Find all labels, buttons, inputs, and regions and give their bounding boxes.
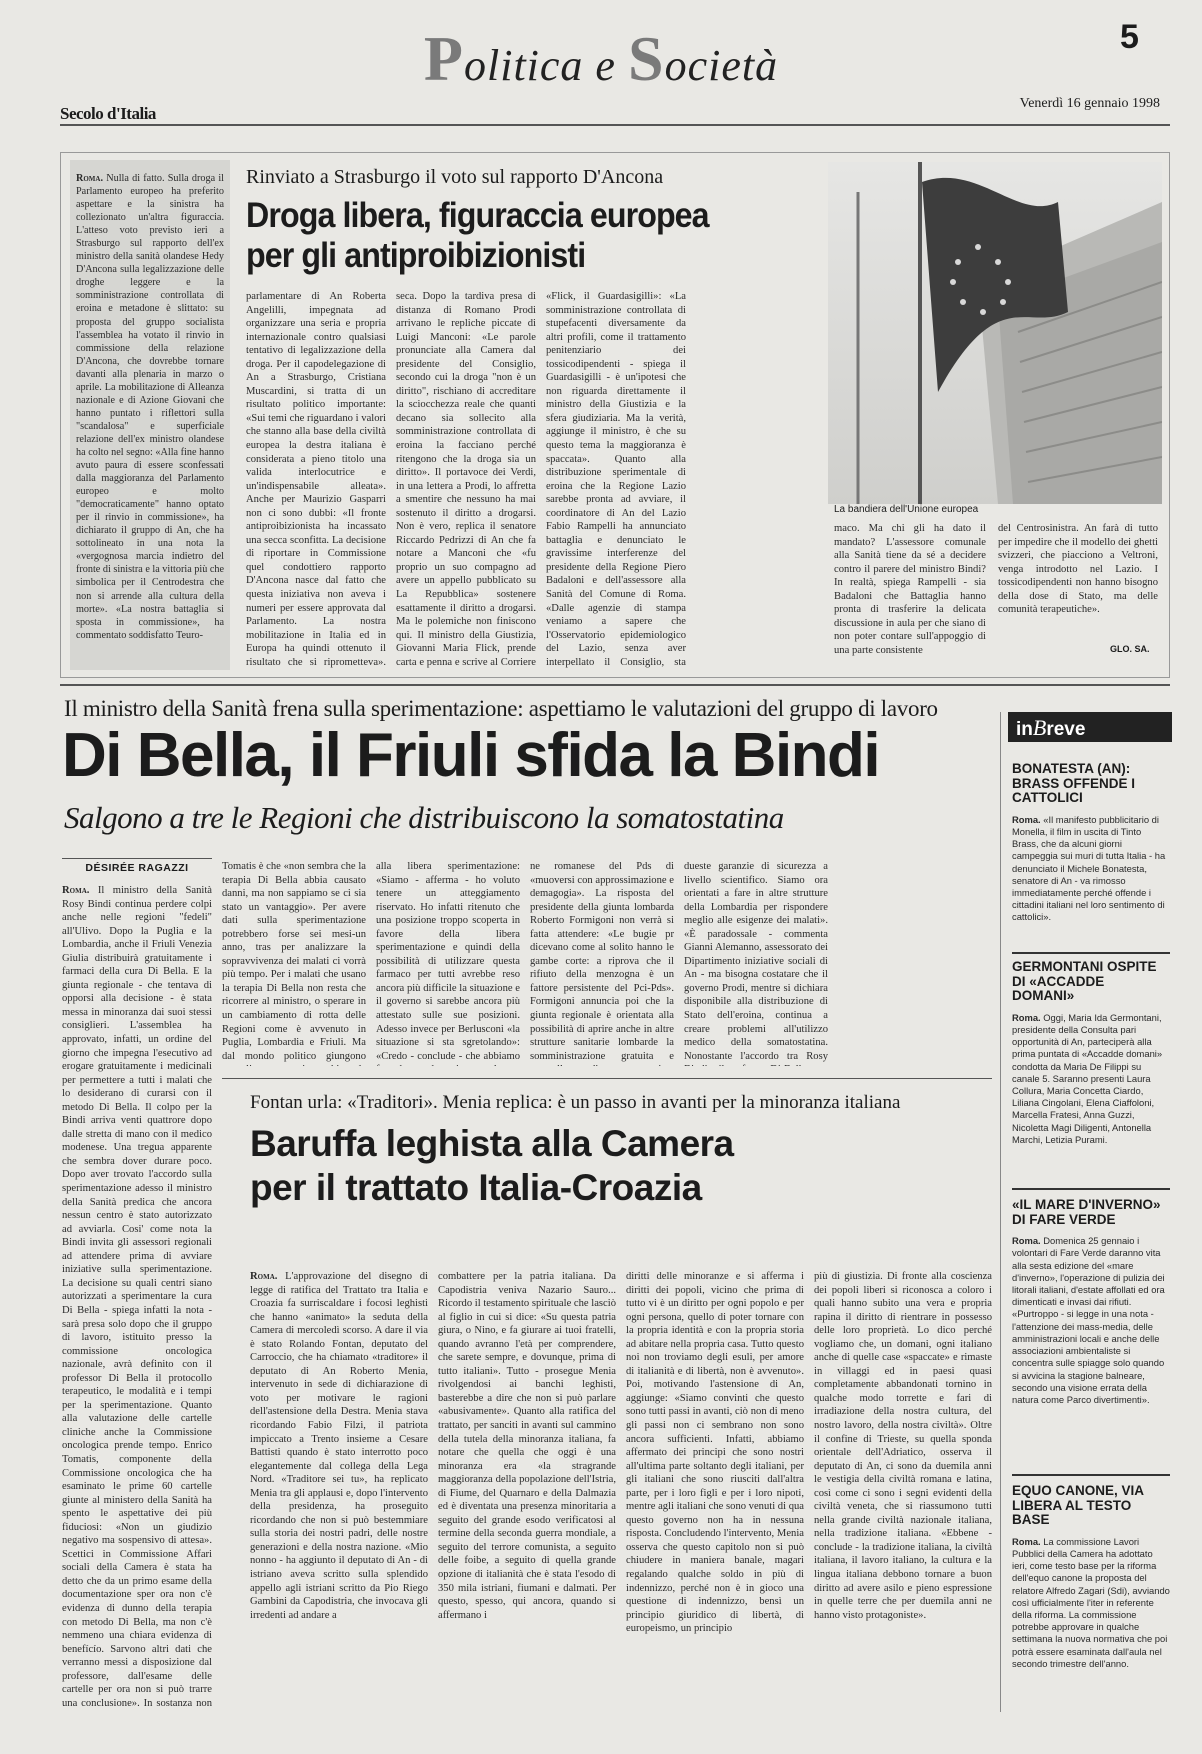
breve-item-2 bbox=[1012, 960, 1170, 1146]
breve-body: La commissione Lavori Pubblici della Camera ha adottato ieri, come testo base per la riforma dell'equo canone la proposta del relatore Alfredo Zagari (Sdi), avviando così ufficialmente l'iter in referente della riforma. La commissione potrebbe approvare in qualche settimana la nuova normativa che poi potrà essere esaminata dall'aula nel secondo trimestre dell'anno. bbox=[1012, 1535, 1170, 1669]
article-3-kicker: Fontan urla: «Traditori». Menia replica: è un passo in avanti per la minoranza italiana bbox=[250, 1092, 901, 1113]
article-2-byline: DÉSIRÉE RAGAZZI bbox=[85, 862, 189, 874]
section-title-initial-s: S bbox=[627, 23, 665, 94]
article-2-kicker: Il ministro della Sanità frena sulla sperimentazione: aspettiamo le valutazioni del gruppo di lavoro bbox=[64, 696, 938, 721]
article-1-signature: GLO. SA. bbox=[1110, 644, 1150, 654]
article-3-column-4: più di giustizia. Di fronte alla coscienza dei popoli liberi si riconosca a coloro i quali hanno subito una vera e propria rapina il diritto di rientrare in possesso delle loro proprietà. Lo dico perché vogliamo che, un domani, ogni italiano anche di quelle case «spaccate» e rimaste in villaggi ed in paesi quasi completamente abbandonati tornino in qualche modo torrette e fari di irradiazione della nostra cultura, del nostro lavoro, della nostra civiltà». Oltre il confine di Trieste, su quella sponda orientale dell'Adriatico, osserva il deputato di An, ci sono da duemila anni le vestigia della civiltà romana e latina, così come ci sono i segni evidenti della civiltà veneta, che si riassumono tutti nella grande civiltà nazionale italiana, nella tradizione italiana. «Ebbene - conclude - la tradizione italiana, la civiltà italiana, il lavoro italiano, la cultura e la lingua italiana debbono tornare a buon diritto ad avere asilo e pieno espressione in quelle terre che per duemila anni ne hanno visto protagoniste». bbox=[814, 1271, 992, 1621]
section-title-part-2: ocietà bbox=[664, 41, 779, 90]
breve-title: GERMONTANI OSPITE DI «ACCADDE DOMANI» bbox=[1012, 959, 1157, 1004]
article-1-column-2: seca. Dopo la tardiva presa di distanza di Romano Prodi arrivano le repliche piccate di Luigi Manconi: «Le parole pronunciate alla Camera dal presidente del Consiglio, secondo cui la droga "non è un diritto", rischiano di accreditare la sciocchezza reale che quanti decano sia sollecito alla somministrazione controllata di eroina la facciano perché ritengono che la droga sia un diritto». Il portavoce dei Verdi, in una lettera a Prodi, lo affretta a smentire che nessuno ha mai sostenuto il diritto a drogarsi. Non è vero, replica il senatore Riccardo Pedrizzi di An che fa notare a Manconi che «fu proprio un suo compagno ad avere un appello pubblicato su La Repubblica» sostenere esattamente il diritto a drogarsi. Ma le polemiche non finiscono qui. Il ministro della Giustizia, Giovanni Maria Flick, prende carta e penna e scrive al Corriere bbox=[396, 291, 536, 668]
logo-b: B bbox=[1032, 715, 1047, 740]
article-2-column-2: Tomatis è che «non sembra che la terapia Di Bella abbia causato danni, ma non sappiamo se ci sia stato un vantaggio». Per avere dati sulla sperimentazione potrebbero forse sei mesi-un anno, tras per analizzare la sopravvivenza dei malati ci vorrà più tempo. Per i malati che usano la terapia Di Bella non resta che ricorrere al ministro, o sperare in un cambiamento di rotta delle Regioni come è avvenuto in Puglia, Lombardia e Friuli. Ma dal mondo politico giungono bbox=[222, 861, 366, 1062]
breve-body: Domenica 25 gennaio i volontari di Fare Verde daranno vita alla sesta edizione del «mare d'inverno», l'operazione di pulizia dei litorali italiani, d'estate affollati ed ora dimenticati e invasi dai rifiuti. «Purtroppo - si legge in una nota - l'attenzione dei mass-media, delle amministrazioni locali e anche delle associazioni ambientaliste si concentra sulle spiagge solo quando si avvicina la stagione balneare, secondo una visione errata della natura come Parco divertimenti». bbox=[1012, 1235, 1165, 1405]
breve-title: EQUO CANONE, VIA LIBERA AL TESTO BASE bbox=[1012, 1483, 1144, 1528]
section-title-part-1: olitica e bbox=[464, 41, 628, 90]
dateline: Roma. bbox=[1012, 813, 1041, 825]
dateline: Roma. bbox=[62, 885, 90, 896]
article-3-column-1 bbox=[250, 1270, 428, 1712]
breve-separator bbox=[1012, 1188, 1170, 1190]
breve-title: BONATESTA (AN): BRASS OFFENDE I CATTOLICI bbox=[1012, 761, 1136, 806]
article-divider bbox=[222, 1078, 992, 1079]
breve-item-3 bbox=[1012, 1198, 1170, 1406]
headline-line-1: Droga libera, figuraccia europea bbox=[246, 196, 709, 235]
article-1-column-1: parlamentare di An Roberta Angelilli, impegnata ad organizzare una seria e propria internazionale contro qualsiasi tentativo di legalizzazione della droga. Per il capodelegazione di An a Strasburgo, Cristiana Muscardini, si tratta di un risultato politico importante: «Sui temi che riguardano i valori che stanno alla base della civiltà europea la destra italiana è considerata a pieno titolo una valida interlocutrice e un'indispensabile alleata». Anche per Maurizio Gasparri non ci sono dubbi: «Il fronte antiproibizionista ha incassato una secca sconfitta. La decisione di riportare in Commissione quel condottiero rapporto D'Ancona nasce dal fatto che questa iniziativa non aveva i numeri per essere approvata dal Parlamento. La nostra mobilitazione in Italia ed in Europa ha quindi ottenuto il risultato che si riprometteva». bbox=[246, 291, 386, 668]
sidebar-rule bbox=[1000, 712, 1001, 1712]
page-number: 5 bbox=[1120, 18, 1139, 56]
article-2-column-1 bbox=[62, 884, 212, 1712]
article-3-column-2: combattere per la patria italiana. Da Capodistria veniva Nazario Sauro... Ricordo il testamento spirituale che lasciò al figlio in cui si dice: «Su questa patria giura, o Nino, e fa giurare ai tuoi fratelli, quando avranno l'età per comprendere, che sarete sempre, e dovunque, prima di tutto italiani». Tutto - prosegue Menia rivolgendosi ai banchi leghisti, basterebbe a dire che non si può parlare «abusivamente». Quanto alla ratifica del trattato, per sanciti in avanti sul cammino della tutela della minoranza italiana, fa notare che quella che oggi è una minoranza era «la stragrande maggioranza della popolazione dell'Istria, di Fiume, del Quarnaro e della Dalmazia ed è diventata una presenza minoritaria a seguito del grande esodo verificatosi al termine della seconda guerra mondiale, a seguito del terrore comunista, a seguito delle foibe, a seguito di quella grande opzione di italianità che è stata l'esodo di 350 mila istriani, fiumani e dalmati. Per questo, spesso, qui ancora, quando si affermano i bbox=[438, 1271, 616, 1621]
breve-text bbox=[1012, 814, 1170, 924]
dateline: Roma. bbox=[76, 173, 104, 184]
article-1-column-4: maco. Ma chi gli ha dato il mandato? L'assessore comunale alla Sanità tiene da sé a decidere contro il parere del ministro Bindi? In realtà, spiega Rampelli - sia Badaloni che Battaglia hanno pronta di trasferire la delicata discussione in aula per che siano di non poter contare sull'appoggio di una parte consistente bbox=[834, 523, 986, 656]
section-divider bbox=[60, 684, 1170, 686]
article-2-column-4: ne romanese del Pds di «muoversi con approssimazione e demagogia». La risposta del presidente della giunta lombarda Roberto Formigoni non verrà si fatta attendere: «Le bugie pr dicevano come al solito hanno le gambe corte: a riprova che il rifiuto della menzogna è un fattore persistente del Pci-Pds». Formigoni annuncia poi che la giunta regionale è orientata alla possibilità di aprire anche in altre strutture sanitarie lombarde la somministrazione gratuita e bbox=[530, 861, 674, 1062]
breve-item-4 bbox=[1012, 1484, 1170, 1670]
dateline: Roma. bbox=[1012, 1235, 1041, 1247]
article-2-subhead: Salgono a tre le Regioni che distribuiscono la somatostatina bbox=[64, 800, 784, 835]
dateline: Roma. bbox=[1012, 1535, 1041, 1547]
byline-rule bbox=[62, 858, 212, 859]
eu-flag-illustration bbox=[828, 162, 1162, 504]
dateline: Roma. bbox=[1012, 1011, 1041, 1023]
breve-separator bbox=[1012, 952, 1170, 954]
headline-line-1: Baruffa leghista alla Camera bbox=[250, 1123, 734, 1164]
headline-line-2: per il trattato Italia-Croazia bbox=[250, 1166, 702, 1208]
article-1-kicker: Rinviato a Strasburgo il voto sul rapporto D'Ancona bbox=[246, 166, 664, 188]
lead-column-text: Nulla di fatto. Sulla droga il Parlamento europeo ha preferito aspettare e la sinistra ha collezionato un'altra figuraccia. L'atteso voto previsto ieri a Strasburgo sul rapporto dell'ex ministro della sanità olandese Hedy D'Ancona sulla legalizzazione delle droghe leggere e la somministrazione controllata di eroina e metadone è slittato: su proposta del gruppo socialista l'assemblea ha votato il rinvio in commissione della relazione D'Ancona, che dovrebbe tornare davanti alla plenaria in marzo o aprile. La mobilitazione di Alleanza nazionale e di Azione Giovani che hanno puntato i riflettori sulla "scandalosa" e superficiale relazione dell'ex ministro olandese ha colto nel segno: «Alla fine hanno avuto paura di essere sconfessati dalla maggioranza del Parlamento europeo e molto "democraticamente" hanno optato per il rinvio in commissione», ha dichiarato il gruppo di An, che ha sottolineato in una nota la «vergognosa marcia indietro del fronte di sinistra e la vittoria più che simbolica per il Centrodestra che non si arrende alla cultura della morte». «La nostra battaglia si sposta in commissione», ha commentato soddisfatto Teuro- bbox=[76, 173, 224, 641]
breve-body: Oggi, Maria Ida Germontani, presidente della Consulta pari opportunità di An, parteciperà alla prima puntata di «Accadde domani» condotta da Maria De Filippi su canale 5. Saranno presenti Laura Collura, Maria Concetta Ciardo, Liliana Cingolani, Elena Ciaffoloni, Marcella Fratesi, Anna Guzzi, Nicoletta Magi Diligenti, Antonella Marchi, Letizia Purami. bbox=[1012, 1011, 1163, 1145]
breve-text bbox=[1012, 1012, 1170, 1146]
column-text: Il ministro della Sanità Rosy Bindi continua perdere colpi anche nelle regioni "fedeli" all'Ulivo. Dopo la Puglia e la Lombardia, anche il Friuli Venezia Giulia distribuirà gratuitamente i farmaci della cura Di Bella. E la giunta regionale - che tentava di opporsi alla decisione - è stata messa in minoranza dai suoi stessi consiglieri. L'assemblea ha approvato, infatti, un ordine del giorno che impegna l'esecutivo ad erogare gratuitamente i medicinali per permettere a tutti i malati che lo desiderano di curarsi con il metodo Di Bella. Il colpo per la Bindi arriva venti quattrore dopo dalle stretta di mano con il medico modenese. Una tregua apparente che sembra dover durare poco. Dopo aver trovato l'accordo sulla sperimentazione adesso il ministro della Sanità predica che ancora nessun centro è stato autorizzato ad avviarla. Cosi' come nota la Bindi invita gli assessori regionali ad attendere prima di avviare iniziative sulla sperimentazione. La decisione su quali centri siano autorizzati a sperimentare la cura Di Bella - spiega infatti la nota - sarà presa solo dopo che il gruppo di lavoro, istituito presso la commissione oncologica nazionale, avrà definito con il professor Di Bella il protocollo terapeutico, le modalità e i tempi per la sperimentazione. Quanto alla valutazione delle cartelle cliniche anche la Commissione oncologica prende tempo. Enrico Tomatis, componente della Commissione oncologica che ha esaminato le prime 60 cartelle giunte al ministero della Sanità ha spento le aspettative dei più fiduciosi: «Non un giudizio negativo ma sospensivo di attesa». Scettici in Commissione Affari sociali della Camera è stata ha detto che da un primo esame della documentazione sper ora non c'è evidenza di dunno della terapia con metodo Di Bella, ma non c'è nemmeno una chiara evidenza di benefícío. Sarvono altri dati che verranno messi a disposizione dal professore, dall'esame delle cartelle per ora non si può trarre una conclusione». In sostanza non bbox=[62, 885, 212, 1709]
article-1-headline bbox=[246, 196, 761, 277]
section-title-initial-p: P bbox=[423, 23, 464, 94]
section-title bbox=[0, 22, 1202, 96]
logo-in: in bbox=[1016, 719, 1033, 740]
article-3-headline bbox=[250, 1122, 990, 1209]
eu-flag-photo bbox=[828, 162, 1162, 504]
header-rule bbox=[60, 124, 1170, 126]
dateline: Roma. bbox=[250, 1271, 278, 1282]
logo-rest: reve bbox=[1046, 719, 1086, 740]
article-1-column-5: del Centrosinistra. An farà di tutto per impedire che il modello dei ghetti svizzeri, che piacciono a Veltroni, venga introdotto nel Lazio. I tossicodipendenti non hanno bisogno della dose di Stato, ma delle comunità terapeutiche». bbox=[998, 523, 1158, 616]
column-text: L'approvazione del disegno di legge di ratifica del Trattato tra Italia e Croazia fa surriscaldare i focosi leghisti che hanno «animato» la seduta della Camera di mercoledì scorso. A dare il via è stato Rolando Fontan, deputato del Carroccio, che ha chiamato «traditore» il deputato di An Roberto Menia, intervenuto in sede di dichiarazione di voto per motivare le ragioni dell'astensione della Destra. Menia stava ricordando Fabio Filzi, il patriota impiccato a Trento insieme a Cesare Battisti quando è stato interrotto poco elegantemente dal collega della Lega Nord. «Traditore sei tu», ha replicato Menia tra gli applausi e, dopo l'intervento della presidenza, ha proseguito ricordando che non si può bestemmiare sulla storia dei nostri padri, delle nostre generazioni e della nostra nazione. «Mio nonno - ha aggiunto il deputato di An - di istriano aveva scritto sulla splendido appello agli istriani scritto da Pio Riego Gambini da Capodistria, che invocava gli irredenti ad andare a bbox=[250, 1271, 428, 1621]
breve-title: «IL MARE D'INVERNO» DI FARE VERDE bbox=[1012, 1197, 1161, 1227]
masthead-name: Secolo d'Italia bbox=[60, 104, 156, 123]
photo-caption: La bandiera dell'Unione europea bbox=[834, 504, 979, 515]
article-1-column-3: «Flick, il Guardasigilli»: «La somministrazione controllata di stupefacenti diversamente da altri profili, come il trattamento penitenziario dei tossicodipendenti - spiega il Guardasigilli - è un'ipotesi che non riguarda direttamente il ministro della Giustizia e la sfera giudiziaria. Ma la verità, aggiunge il ministro, è che su questo tema la maggioranza è spaccata». Quanto alla distribuzione sperimentale di eroina che la Regione Lazio sarebbe pronta ad avviare, il coordinatore di An del Lazio Fabio Rampelli ha annunciato battaglia e denunciato le gravissime interferenze del presidente della Regione Piero Badaloni e dell'assessore alla Sanità del Comune di Roma. «Dalle agenzie di stampa veniamo a sapere che l'Osservatorio epidemiologico del Lazio, senza aver interpellato il Consiglio, sta bbox=[546, 291, 686, 668]
breve-item-1 bbox=[1012, 762, 1170, 924]
article-2-column-3: alla libera sperimentazione: «Siamo - afferma - ho voluto tenere un atteggiamento riservato. Ho infatti ritenuto che una posizione troppo scoperta in favore della libera sperimentazione e quindi della possibilità di utilizzare questa farmaco per tutti avrebbe reso ancora più difficile la situazione e il governo si sarebbe ancora più attestato sulle sue posizioni. Adesso invece per Berlusconi «la situazione si sta sgretolando»: «Credo - conclude - che abbiamo bbox=[376, 861, 520, 1062]
in-breve-logo bbox=[1008, 712, 1172, 742]
article-2-column-5: dueste garanzie di sicurezza a livello scientifico. Siamo ora orientati a fare in altre strutture della Lombardia per rispondere meglio alle esigenze dei malati». «È paradossale - commenta Gianni Alemanno, assessorato dei Dipartimento iniziative sociali di An - ma bisogna costatare che il governo Prodi, mentre si dichiara disponibile alla distribuzione di Stato dell'eroina, continua a creare problemi all'utilizzo medico della somatostatina. Nonostante l'accordo tra Rosy bbox=[684, 861, 828, 1062]
article-1-lead-column bbox=[70, 160, 230, 670]
breve-body: «Il manifesto pubblicitario di Monella, il film in uscita di Tinto Brass, che da alcuni giorni campeggia sui muri di tutta Italia - ha denunciato il Michele Bonatesta, senatore di An - va rimosso immediatamente perché offende i cittadini italiani nel loro sentimento di cattolici». bbox=[1012, 813, 1166, 923]
header-date: Venerdì 16 gennaio 1998 bbox=[1019, 96, 1160, 111]
article-3-column-3: diritti delle minoranze e si afferma i diritti dei popoli, vicino che prima di tutto vi è un diritto per ogni popolo e per ogni persona, quello di poter tornare con la propria identità e con la propria storia ad abitare nella propria casa. Tutto questo noi non troviamo degli esuli, per amore di italianità e di libertà, non è avvenuto». Poi, motivando l'astensione di An, aggiunge: «Siamo convinti che questo sono tutti passi in avanti, ciò non di meno gli passi non ci sembrano non sono ancora sufficienti. Infatti, abbiamo affermato dei principi che sono nostri all'ultima parte soltanto degli italiani, per gli italiani che sono riusciti dall'altra parte, per i loro figli e per i loro nipoti, mentre agli italiani che sono venuti di qua questo governo non ha in nessuna risposta. Concludendo l'intervento, Menia osserva che questo capitolo non si può chiudere in maniera banale, magari regalando qualche soldo in più di indennizzo, perché non è in gioco una questione di indennizzo, bensì un principio giuridico di libertà, di europeismo, un principio bbox=[626, 1271, 804, 1635]
breve-separator bbox=[1012, 1474, 1170, 1476]
breve-text bbox=[1012, 1235, 1170, 1406]
article-2-headline: Di Bella, il Friuli sfida la Bindi bbox=[62, 721, 880, 790]
breve-text bbox=[1012, 1536, 1170, 1670]
headline-line-2: per gli antiproibizionisti bbox=[246, 236, 586, 276]
